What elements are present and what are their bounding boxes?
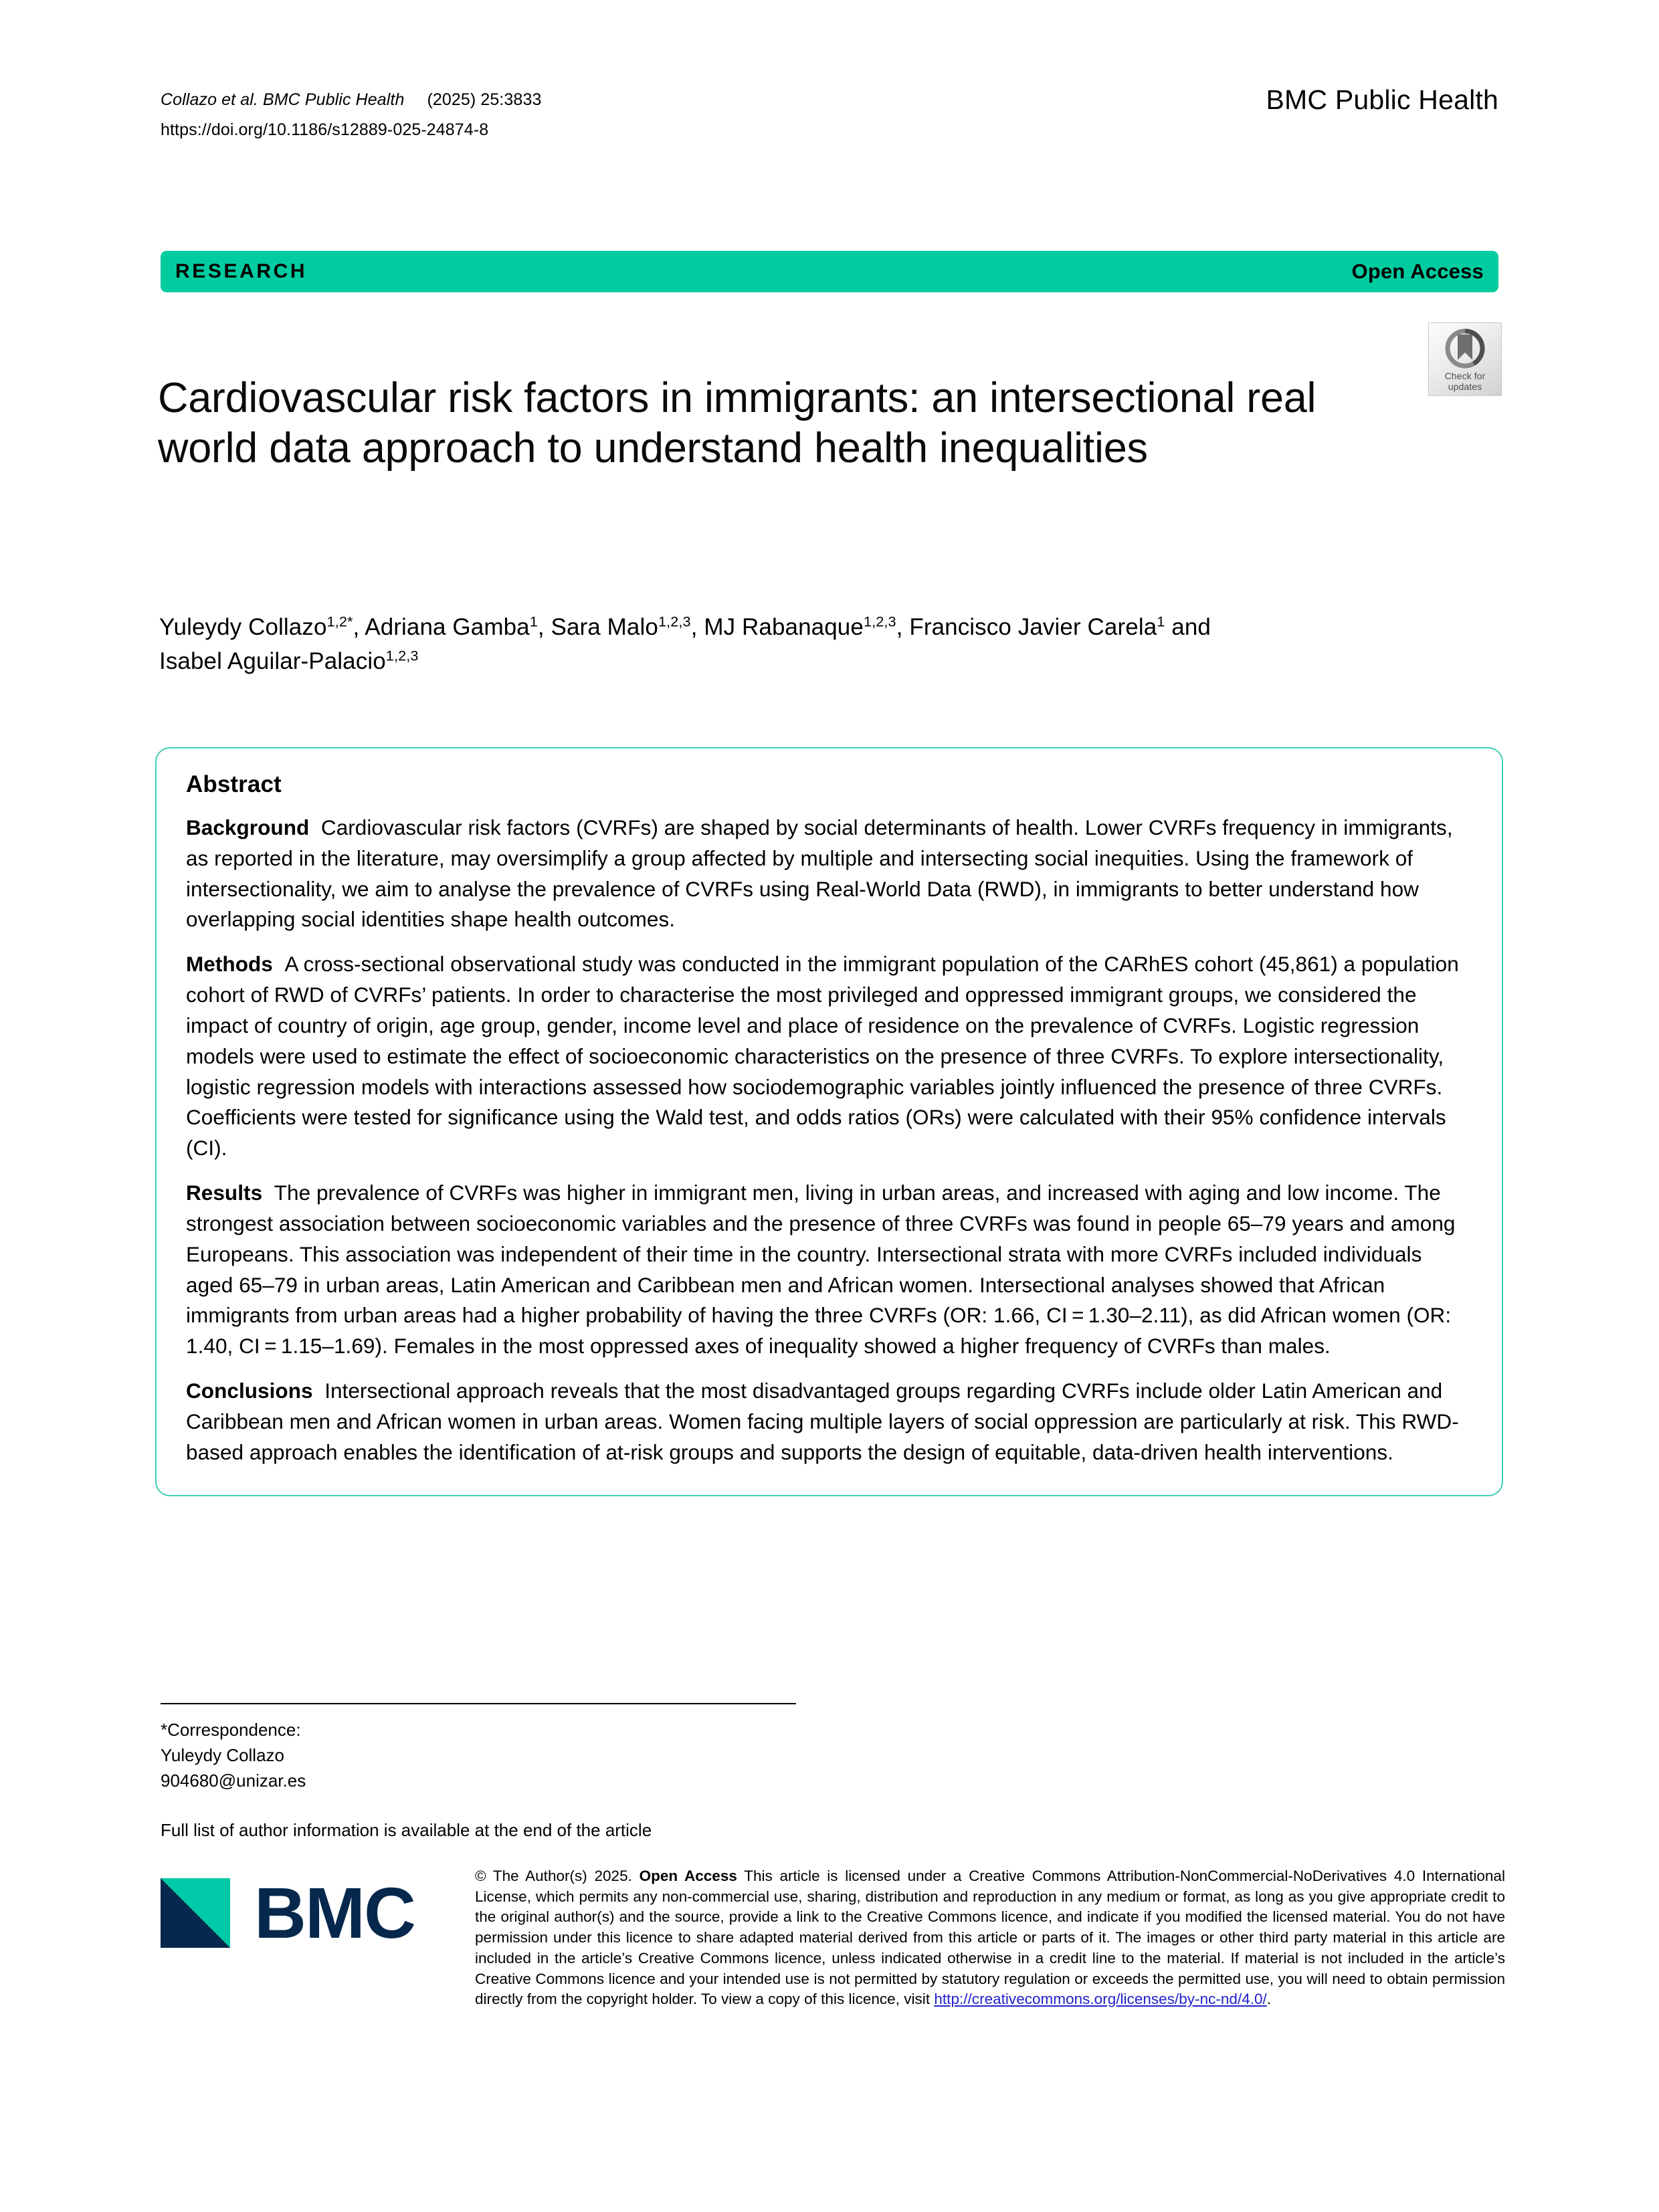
creative-commons-link[interactable]: http://creativecommons.org/licenses/by-nc-nd/4.0/ — [934, 1991, 1267, 2008]
research-open-access-banner — [161, 251, 1498, 292]
abstract-sections — [186, 813, 1472, 1468]
citation-journal: Collazo et al. BMC Public Health — [161, 90, 405, 109]
abstract-section — [186, 813, 1472, 935]
abstract-heading: Abstract — [186, 771, 282, 797]
running-head — [161, 84, 1498, 143]
abstract-section-label: Background — [186, 815, 310, 839]
crossmark-line-1: Check for — [1444, 371, 1486, 382]
correspondence-block — [161, 1718, 830, 1843]
article-type-label: RESEARCH — [175, 260, 308, 282]
running-head-left — [161, 87, 541, 143]
citation-volume: (2025) 25:3833 — [427, 90, 542, 109]
bmc-wordmark: BMC — [254, 1872, 415, 1953]
open-access-label: Open Access — [1351, 260, 1484, 283]
author-info-footnote: Full list of author information is available at the end of the article — [161, 1819, 652, 1840]
abstract-section-label: Methods — [186, 952, 273, 977]
abstract-section-text: Cardiovascular risk factors (CVRFs) are shaped by social determinants of health. Lower CVRFs frequency in immigrants, as reported in the literature, may oversimplify a group affected by multiple and intersecting social inequities. Using the framework of intersectionality, we aim to analyse the prevalence of CVRFs using Real-World Data (RWD), in immigrants to better understand how overlapping social identities shape health outcomes. — [186, 815, 1453, 932]
journal-title: BMC Public Health — [1266, 84, 1498, 115]
crossmark-icon — [1444, 328, 1486, 369]
abstract-section-text: The prevalence of CVRFs was higher in immigrant men, living in urban areas, and increased with aging and low income. The strongest association between socioeconomic variables and the presence of three CVRFs was found in people 65–79 years and among Europeans. This association was independent of their time in the country. Intersectional strata with more CVRFs included individuals aged 65–79 in urban areas, Latin American and Caribbean men and African women. Intersectional analyses showed that African immigrants from urban areas had a higher probability of having the three CVRFs (OR: 1.66, CI = 1.30–2.11), as did African women (OR: 1.40, CI = 1.15–1.69). Females in the most oppressed axes of inequality showed a higher frequency of CVRFs than males. — [186, 1181, 1456, 1359]
abstract-section-label: Results — [186, 1181, 263, 1205]
author-list — [159, 610, 1363, 679]
license-text — [475, 1866, 1505, 2010]
abstract-section — [186, 1178, 1472, 1362]
abstract-section — [186, 1376, 1472, 1468]
bmc-logo-mark — [161, 1878, 230, 1948]
check-for-updates-badge[interactable] — [1428, 322, 1502, 396]
page-title: Cardiovascular risk factors in immigrants: an intersectional real world data approach to understand health inequalities — [158, 375, 1316, 472]
correspondence-divider — [161, 1703, 796, 1704]
license-body: This article is licensed under a Creative Commons Attribution-NonCommercial-NoDerivatives 4.0 International License, which permits any non-commercial use, sharing, distribution and reproduction in any medium or format, as long as you give appropriate credit to the original author(s) and the source, provide a link to the Creative Commons licence, and indicate if you modified the licensed material. You do not have permission under this licence to share adapted material derived from this article or parts of it. The images or other third party material in this article are included in the article’s Creative Commons licence, unless indicated otherwise in a credit line to the material. If material is not included in the article’s Creative Commons licence and your intended use is not permitted by statutory regulation or exceeds the permitted use, you will need to obtain permission directly from the copyright holder. To view a copy of this licence, visit — [475, 1868, 1505, 2008]
author-line-1: Yuleydy Collazo$^{1,2*}$, Adriana Gamba$^1$, Sara Malo$^{1,2,3}$, MJ Rabanaque$^{1,2,3}$, Francisco Javier Carela$^1$ and — [159, 613, 1211, 640]
bmc-logo — [161, 1866, 475, 1953]
crossmark-line-2: updates — [1448, 381, 1482, 392]
abstract-section-label: Conclusions — [186, 1379, 313, 1403]
abstract-box — [155, 747, 1503, 1496]
citation-line — [161, 87, 541, 113]
crossmark-label — [1445, 371, 1486, 391]
abstract-section-text: Intersectional approach reveals that the most disadvantaged groups regarding CVRFs include older Latin American and Caribbean men and African women in urban areas. Women facing multiple layers of social oppression are particularly at risk. This RWD-based approach enables the identification of at-risk groups and supports the design of equitable, data-driven health interventions. — [186, 1379, 1459, 1464]
author-line-2: Isabel Aguilar-Palacio$^{1,2,3}$ — [159, 647, 419, 675]
license-suffix: . — [1266, 1991, 1272, 2008]
copyright-text: © The Author(s) 2025. — [475, 1868, 632, 1884]
correspondence-label: *Correspondence: — [161, 1720, 301, 1740]
open-access-bold: Open Access — [639, 1868, 737, 1884]
abstract-section — [186, 949, 1472, 1164]
doi-link[interactable]: https://doi.org/10.1186/s12889-025-24874-8 — [161, 120, 489, 139]
correspondence-email[interactable]: 904680@unizar.es — [161, 1770, 306, 1791]
footer — [161, 1866, 1505, 2010]
abstract-section-text: A cross-sectional observational study was conducted in the immigrant population of the CARhES cohort (45,861) a population cohort of RWD of CVRFs’ patients. In order to characterise the most privileged and oppressed immigrant groups, we considered the impact of country of origin, age group, gender, income level and place of residence on the prevalence of CVRFs. Logistic regression models were used to estimate the effect of socioeconomic characteristics on the presence of three CVRFs. To explore intersectionality, logistic regression models with interactions assessed how sociodemographic variables jointly influenced the presence of three CVRFs. Coefficients were tested for significance using the Wald test, and odds ratios (ORs) were calculated with their 95% confidence intervals (CI). — [186, 952, 1459, 1161]
correspondence-name: Yuleydy Collazo — [161, 1744, 284, 1765]
